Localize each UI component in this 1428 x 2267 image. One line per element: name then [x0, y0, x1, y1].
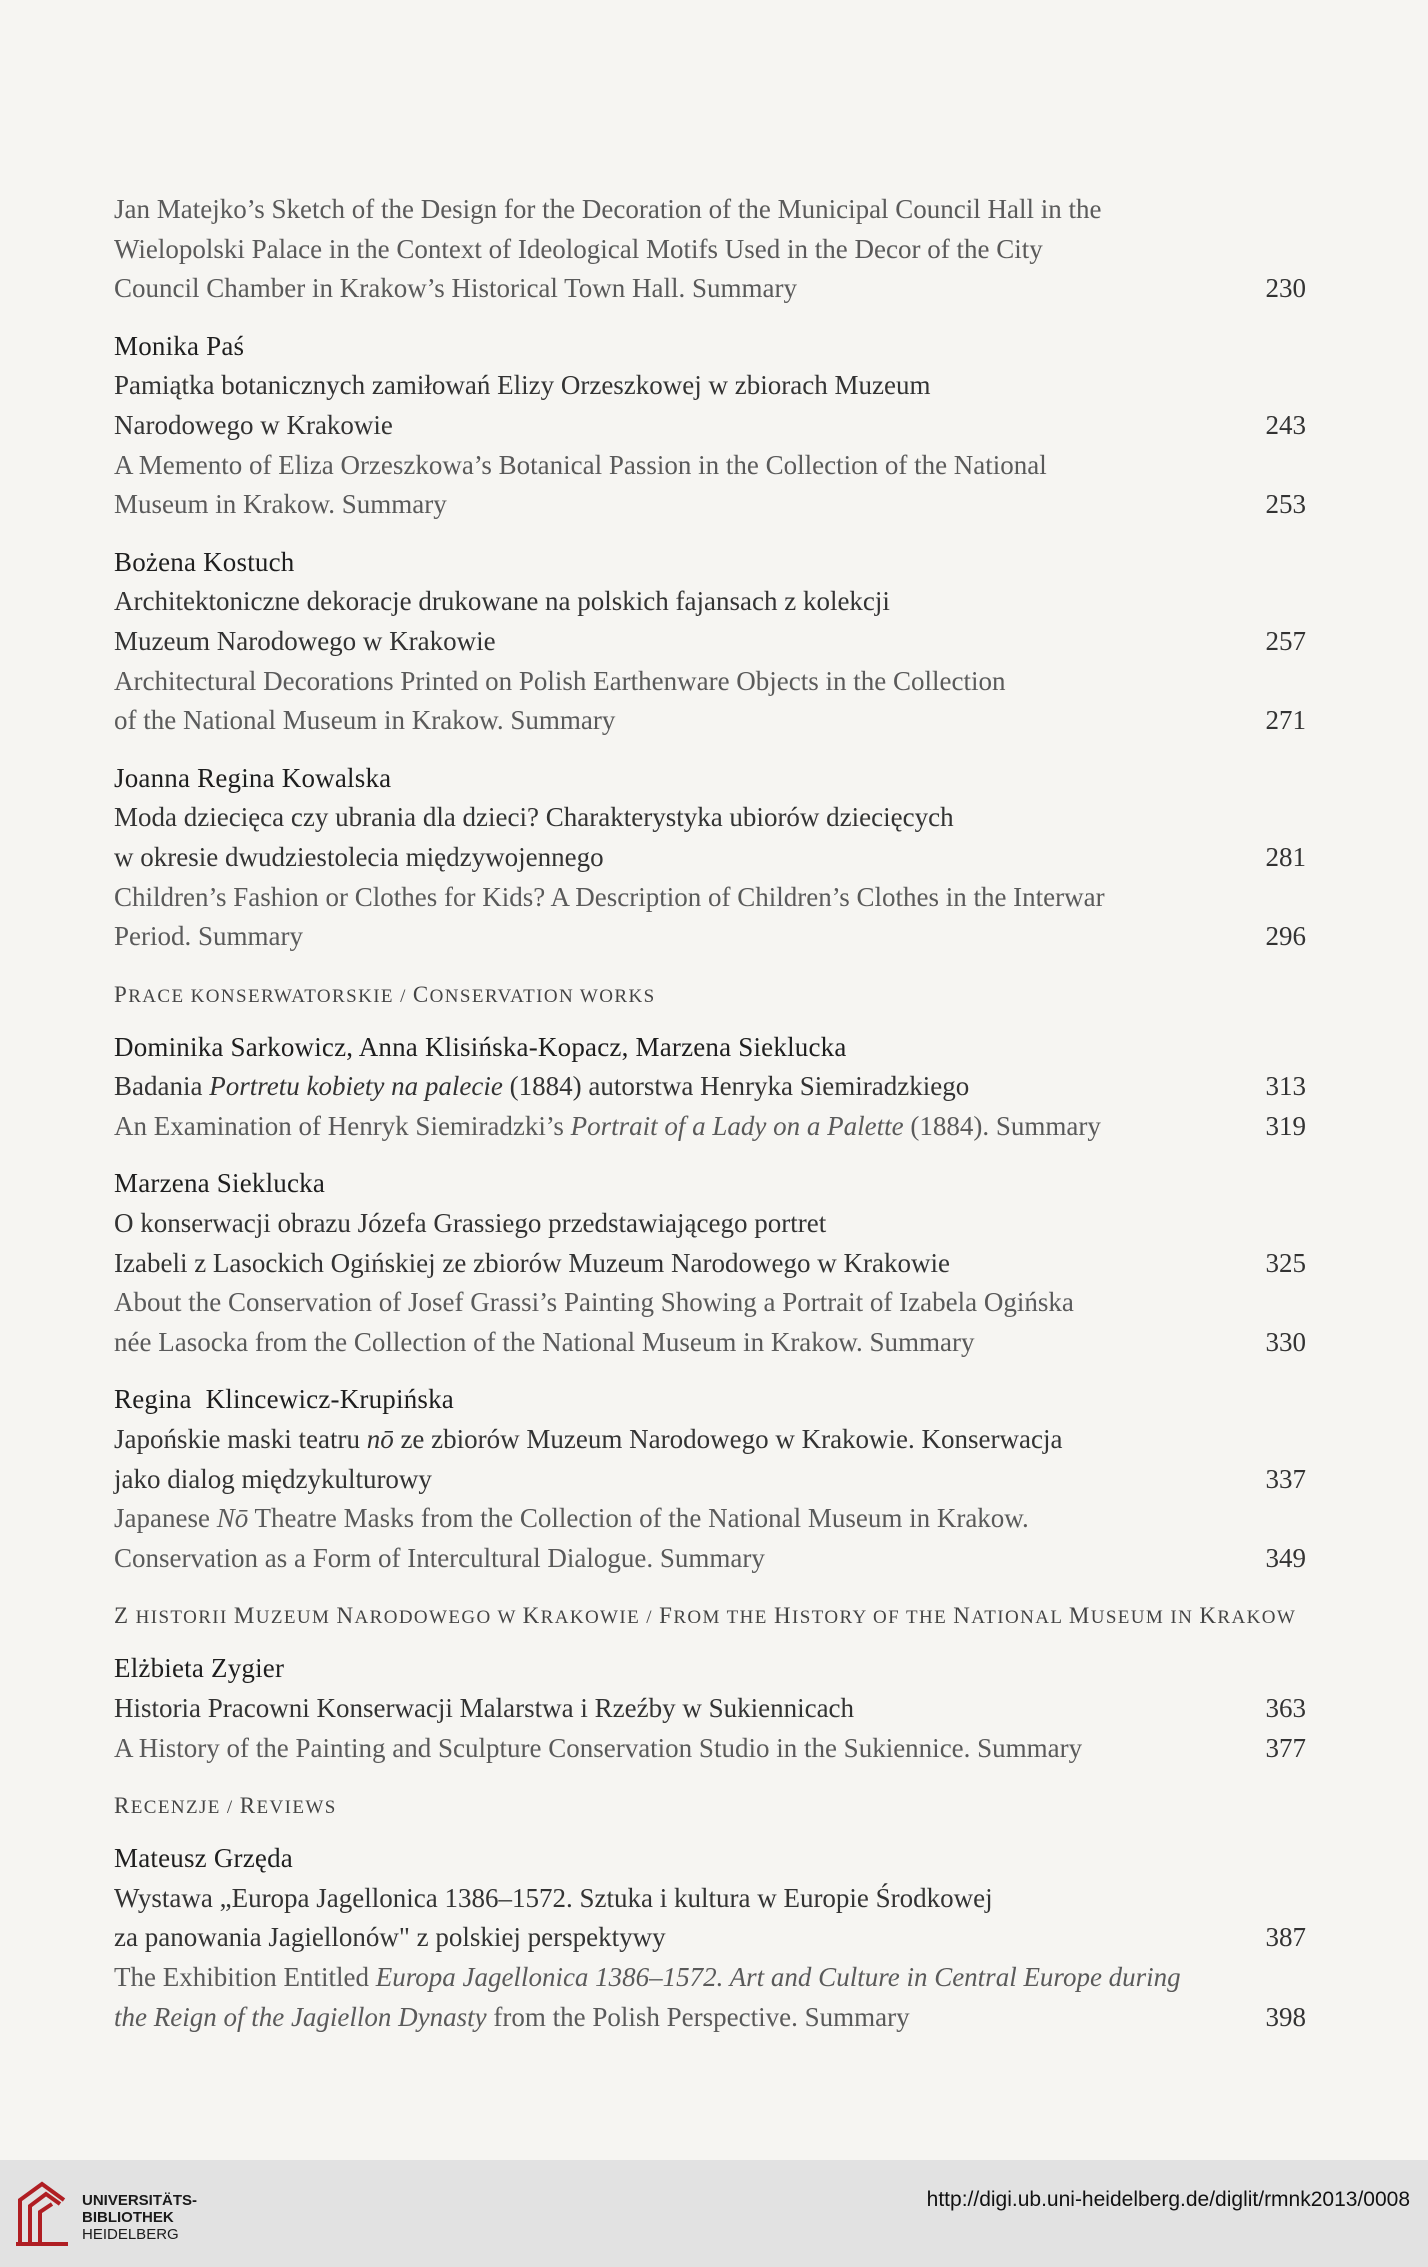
author-name: Mateusz Grzęda: [114, 1843, 293, 1874]
page-number: 253: [1265, 489, 1306, 520]
toc-entry-title-en: Wielopolski Palace in the Context of Ideological Motifs Used in the Decor of the City: [114, 233, 1043, 264]
toc-entry-title-en: Children’s Fashion or Clothes for Kids? A Description of Children’s Clothes in the Interwar: [114, 881, 1105, 912]
author-name: Joanna Regina Kowalska: [114, 762, 392, 793]
page-number: 363: [1265, 1693, 1306, 1723]
toc-entry-title-pl: Izabeli z Lasockich Ogińskiej ze zbiorów Muzeum Narodowego w Krakowie 325: [114, 1244, 1306, 1284]
toc-entry-title-pl: Pamiątka botanicznych zamiłowań Elizy Orzeszkowej w zbiorach Muzeum: [114, 370, 931, 401]
toc-entry-title-en: the Reign of the Jagiellon Dynasty from the Polish Perspective. Summary 398: [114, 1998, 1306, 2038]
toc-entry-title-en: An Examination of Henryk Siemiradzki’s Portrait of a Lady on a Palette (1884). Summary 319: [114, 1107, 1306, 1147]
toc-entry-title-pl: Japońskie maski teatru nō ze zbiorów Muzeum Narodowego w Krakowie. Konserwacja: [114, 1424, 1063, 1455]
section-heading: PRACE KONSERWATORSKIE / CONSERVATION WORKS: [114, 981, 656, 1007]
page-number: 313: [1265, 1071, 1306, 1102]
section-heading: Z HISTORII MUZEUM NARODOWEGO W KRAKOWIE / FROM THE HISTORY OF THE NATIONAL MUSEUM IN KRAKOW: [114, 1603, 1297, 1629]
toc-entry-title-pl: Moda dziecięca czy ubrania dla dzieci? Charakterystyka ubiorów dziecięcych: [114, 802, 954, 833]
page-number: 325: [1265, 1247, 1306, 1278]
page-number: 387: [1265, 1922, 1306, 1953]
page-number: 349: [1265, 1542, 1306, 1573]
page-number: 398: [1265, 2001, 1306, 2032]
toc-entry-title-en: Jan Matejko’s Sketch of the Design for the Decoration of the Municipal Council Hall in the: [114, 194, 1102, 224]
toc-entry-title-en: A Memento of Eliza Orzeszkowa’s Botanical Passion in the Collection of the National: [114, 449, 1047, 480]
toc-entry-title-pl: Narodowego w Krakowie 243: [114, 406, 1306, 446]
toc-entry-title-pl: O konserwacji obrazu Józefa Grassiego przedstawiającego portret: [114, 1208, 827, 1239]
toc-entry-title-en: Japanese Nō Theatre Masks from the Collection of the National Museum in Krakow.: [114, 1503, 1029, 1534]
toc-entry-title-pl: za panowania Jagiellonów" z polskiej perspektywy 387: [114, 1918, 1306, 1958]
author-name: Elżbieta Zygier: [114, 1653, 285, 1684]
toc-entry-title-en: Museum in Krakow. Summary 253: [114, 485, 1306, 525]
toc-entry-title-pl: Historia Pracowni Konserwacji Malarstwa i Rzeźby w Sukiennicach 363: [114, 1689, 1306, 1729]
toc-entry-title-en: Council Chamber in Krakow’s Historical Town Hall. Summary 230: [114, 269, 1306, 309]
toc-entry-title-pl: jako dialog międzykulturowy 337: [114, 1460, 1306, 1500]
page-number: 377: [1265, 1732, 1306, 1763]
toc-entry-title-pl: w okresie dwudziestolecia międzywojennego 281: [114, 838, 1306, 878]
toc-entry-title-en: Architectural Decorations Printed on Polish Earthenware Objects in the Collection: [114, 665, 1006, 696]
toc-entry-title-en: Period. Summary 296: [114, 917, 1306, 957]
toc-entry-title-pl: Muzeum Narodowego w Krakowie 257: [114, 622, 1306, 662]
toc-entry-title-en: of the National Museum in Krakow. Summary 271: [114, 701, 1306, 741]
page-number: 319: [1265, 1110, 1306, 1141]
page-number: 243: [1265, 409, 1306, 440]
toc-entry-title-en: The Exhibition Entitled Europa Jagellonica 1386–1572. Art and Culture in Central Europe during: [114, 1961, 1181, 1992]
author-name: Monika Paś: [114, 330, 245, 361]
author-name: Bożena Kostuch: [114, 546, 295, 577]
section-heading: RECENZJE / REVIEWS: [114, 1793, 337, 1819]
toc-entry-title-pl: Wystawa „Europa Jagellonica 1386–1572. Sztuka i kultura w Europie Środkowej: [114, 1882, 993, 1913]
toc-entry-title-pl: Badania Portretu kobiety na palecie (1884) autorstwa Henryka Siemiradzkiego 313: [114, 1067, 1306, 1107]
page-number: 296: [1265, 921, 1306, 952]
page-number: 257: [1265, 625, 1306, 656]
toc-entry-title-en: Conservation as a Form of Intercultural Dialogue. Summary 349: [114, 1539, 1306, 1579]
page-number: 271: [1265, 705, 1306, 736]
toc-entry-title-en: A History of the Painting and Sculpture Conservation Studio in the Sukiennice. Summary 377: [114, 1729, 1306, 1769]
page-number: 337: [1265, 1463, 1306, 1494]
toc-entry-title-pl: Architektoniczne dekoracje drukowane na polskich fajansach z kolekcji: [114, 586, 890, 617]
source-url[interactable]: http://digi.ub.uni-heidelberg.de/diglit/rmnk2013/0008: [926, 2188, 1410, 2211]
author-name: Marzena Sieklucka: [114, 1168, 326, 1199]
page-number: 330: [1265, 1326, 1306, 1357]
toc-entry-title-en: About the Conservation of Josef Grassi’s Painting Showing a Portrait of Izabela Ogińska: [114, 1287, 1074, 1318]
page-number: 230: [1265, 273, 1306, 304]
author-name: Regina Klincewicz-Krupińska: [114, 1384, 454, 1415]
library-footer: [0, 2160, 1428, 2267]
toc-entry-title-en: née Lasocka from the Collection of the National Museum in Krakow. Summary 330: [114, 1323, 1306, 1363]
page-number: 281: [1265, 841, 1306, 872]
author-name: Dominika Sarkowicz, Anna Klisińska-Kopacz, Marzena Sieklucka: [114, 1031, 847, 1062]
ub-heidelberg-logo-icon: [12, 2178, 72, 2250]
library-name: UNIVERSITÄTS- BIBLIOTHEK HEIDELBERG: [82, 2192, 198, 2243]
table-of-contents: [114, 190, 1306, 2037]
